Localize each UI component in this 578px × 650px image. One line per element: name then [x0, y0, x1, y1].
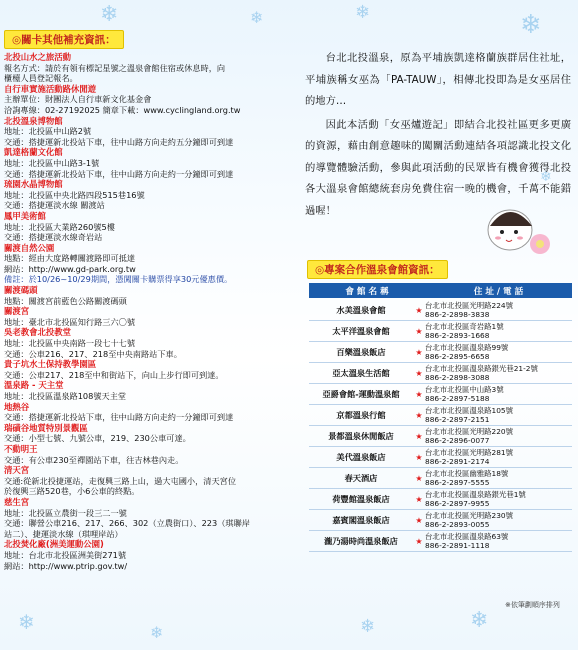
- hotel-address: 台北市北投區溫泉路99號: [425, 342, 509, 352]
- venue-entry: [4, 327, 296, 359]
- venue-name: 北投山水之旅活動: [4, 52, 71, 62]
- venue-name: 北投溫泉博物館: [4, 115, 63, 126]
- hotel-row: [309, 489, 572, 510]
- snowflake-icon: ❄: [360, 616, 376, 637]
- hotel-row: [309, 321, 572, 342]
- venue-name: 貴子坑水土保持教學園區: [4, 359, 97, 370]
- hotel-address: 台北市北投區溫泉路63號: [425, 531, 509, 541]
- section-title-supplementary: ◎關卡其他補充資訊：: [4, 30, 124, 49]
- table-header-row: [309, 283, 572, 299]
- star-icon: ★: [413, 384, 425, 405]
- venue-name: 清天宮: [4, 465, 30, 476]
- hotel-address: 台北市北投區幽雅路18號: [425, 468, 509, 478]
- hotel-name: 景都溫泉休閒飯店: [309, 426, 413, 447]
- hotel-contact: [425, 531, 572, 552]
- hotel-phone: 886-2-2897-5188: [425, 394, 490, 403]
- section-title-partner-hotels: ◎專案合作溫泉會館資訊：: [307, 260, 448, 279]
- star-icon: ★: [413, 489, 425, 510]
- venue-name: 琉園水晶博物館: [4, 179, 63, 190]
- hotel-phone: 886-2-2897-9955: [425, 499, 490, 508]
- venue-entry: [4, 84, 296, 116]
- hotel-name: 美代溫泉飯店: [309, 447, 413, 468]
- hotel-name: 亞爵會館-運動溫泉館: [309, 384, 413, 405]
- hotel-row: [309, 510, 572, 531]
- hotel-name: 太平洋溫泉會館: [309, 321, 413, 342]
- hotel-row: [309, 342, 572, 363]
- star-icon: ★: [413, 299, 425, 321]
- partner-hotel-table: [309, 283, 572, 552]
- star-icon: ★: [413, 321, 425, 342]
- hotel-phone: 886-2-2893-0055: [425, 520, 490, 529]
- hotel-phone: 886-2-2897-5555: [425, 478, 490, 487]
- hotel-phone: 886-2-2891-1118: [425, 541, 490, 550]
- venue-entry: [4, 147, 296, 179]
- snowflake-icon: ❄: [250, 8, 264, 27]
- star-icon: ★: [413, 510, 425, 531]
- note-label: 備註：: [4, 274, 29, 285]
- venue-detail: 地址：北投區溫泉路108號天主堂: [4, 391, 127, 401]
- venue-detail: 洽詢專線：02-27192025 簡章下載：www.cyclingland.org.tw: [4, 104, 241, 115]
- hotel-contact: [425, 363, 572, 384]
- snowflake-icon: ❄: [100, 2, 119, 27]
- snowflake-icon: ❄: [355, 2, 371, 23]
- venue-entry: [4, 359, 296, 380]
- venue-detail: 地址：北投區中央北路四段515巷16號: [4, 189, 145, 200]
- venue-entry: [4, 423, 296, 444]
- hotel-address: 台北市北投區光明路224號: [425, 300, 514, 310]
- venue-detail: 櫃檯人員登記報名。: [4, 73, 78, 84]
- hotel-row: [309, 447, 572, 468]
- hotel-name: 京都溫泉行館: [309, 405, 413, 426]
- venue-name: 關渡宮: [4, 306, 30, 317]
- venue-detail: 交通:從新北投捷運站，走復興三路上山，過大屯國小，清天宮位: [4, 475, 237, 486]
- snowflake-icon: ❄: [150, 623, 164, 642]
- hotel-contact: [425, 468, 572, 489]
- venue-detail: 地址：臺北市北投區知行路三六〇號: [4, 316, 136, 327]
- intro-paragraph: 台北北投溫泉，原為平埔族凱達格蘭族群居住社址，平埔族稱女巫為「PA-TAUW」，相傳北投即為是女巫居住的地方…: [305, 52, 571, 107]
- venue-entry: [4, 539, 296, 571]
- venue-name: 凱達格蘭文化館: [4, 147, 63, 158]
- venue-detail: 報名方式：請於有領有標記星號之溫泉會館住宿或休息時，向: [4, 62, 226, 73]
- venue-list: [4, 52, 296, 571]
- note-text: 於10/26~10/29期間，憑闖關卡購票得享30元優惠價。: [28, 274, 233, 285]
- hotel-address: 台北市北投區溫泉路銀光巷21-2號: [425, 363, 538, 373]
- hotel-address: 台北市北投區溫泉路銀光巷1號: [425, 489, 526, 499]
- venue-entry: [4, 116, 296, 148]
- hotel-contact: [425, 489, 572, 510]
- venue-detail: 交通：搭捷運淡水線 關渡站: [4, 200, 105, 211]
- venue-detail: 地址：北投區中山路2號: [4, 126, 92, 137]
- hotel-name: 春天酒店: [309, 468, 413, 489]
- hotel-contact: [425, 299, 572, 321]
- hotel-phone: 886-2-2896-0077: [425, 436, 490, 445]
- intro-paragraph: 因此本活動「女巫爐遊記」即結合北投社區更多更廣的資源，藉由創意趣味的闖關活動連結各項認識北投文化的導覽體驗活動，參與此項活動的民眾皆有機會獲得北投各大溫泉會館總統套房免費住宿一晚的機會，千萬不能錯過喔！: [305, 118, 571, 217]
- venue-detail: 地址：北投區立農街一段三二一號: [4, 507, 127, 518]
- venue-entry: [4, 179, 296, 211]
- hotel-name: 瀧乃湯時尚溫泉飯店: [309, 531, 413, 552]
- venue-detail: 地點：關渡宮前藍色公路關渡碼頭: [4, 295, 127, 306]
- hotel-row: [309, 426, 572, 447]
- hotel-contact: [425, 384, 572, 405]
- venue-detail: 交通：公車216、217、218至中央南路站下車。: [4, 348, 182, 359]
- venue-entry: [4, 306, 296, 327]
- supplementary-info-panel: [4, 28, 296, 571]
- venue-entry: [4, 444, 296, 465]
- venue-name: 自行車實施活動路休閒遊: [4, 83, 97, 94]
- venue-entry: [4, 380, 296, 401]
- venue-entry: [4, 52, 296, 84]
- venue-name: 吳老教會北投教堂: [4, 327, 71, 338]
- venue-detail: 地址：北投區中山路3-1號: [4, 157, 100, 168]
- star-icon: ★: [413, 447, 425, 468]
- venue-detail: 交通：有公車230至禪園站下車，往吉林巷內走。: [4, 454, 184, 465]
- hotel-row: [309, 405, 572, 426]
- hotel-contact: [425, 447, 572, 468]
- star-icon: ★: [413, 405, 425, 426]
- hotel-address: 台北市北投區溫泉路105號: [425, 405, 514, 415]
- hotel-row: [309, 531, 572, 552]
- venue-detail: 交通：搭捷運新北投站下車，往中山路方向走約一分鐘即可到達: [4, 412, 234, 423]
- hotel-phone: 886-2-2897-2151: [425, 415, 490, 424]
- venue-name: 關渡碼頭: [4, 285, 38, 296]
- hotel-address: 台北市北投區光明路220號: [425, 426, 514, 436]
- venue-entry: [4, 497, 296, 539]
- hotel-phone: 886-2-2893-1668: [425, 331, 490, 340]
- hotel-name: 荷豐館溫泉飯店: [309, 489, 413, 510]
- venue-detail: 站二）、捷運淡水線（琪哩岸站）: [4, 528, 123, 539]
- hotel-name: 亞太溫泉生活館: [309, 363, 413, 384]
- snowflake-icon: ❄: [520, 10, 542, 40]
- hotel-contact: [425, 510, 572, 531]
- column-header-name: 會 館 名 稱: [309, 283, 425, 299]
- venue-entry: [4, 465, 296, 497]
- venue-entry: [4, 243, 296, 275]
- hotel-name: 水美溫泉會館: [309, 299, 413, 321]
- venue-name: 瑞磺谷地質特別景觀區: [4, 422, 88, 433]
- hotel-address: 台北市北投區光明路281號: [425, 447, 514, 457]
- star-icon: ★: [413, 363, 425, 384]
- venue-name: 慈生宮: [4, 496, 30, 507]
- venue-name: 地熱谷: [4, 401, 30, 412]
- venue-detail: 地址：台北市北投區洲美街271號: [4, 549, 127, 560]
- discount-note: [4, 274, 296, 285]
- venue-entry: [4, 211, 296, 243]
- venue-detail: 交通：小型七號、九號公車，219、230公車可達。: [4, 433, 191, 444]
- venue-name: 不動明王: [4, 443, 38, 454]
- venue-name: 溫泉路 - 天主堂: [4, 380, 64, 391]
- venue-detail: 交通：公車217、218至中和街站下，向山上步行即可到達。: [4, 369, 224, 380]
- hotel-name: 嘉賓閣溫泉飯店: [309, 510, 413, 531]
- venue-detail: 地址：北投區大業路260號5樓: [4, 221, 115, 232]
- column-header-info: 住 址 / 電 話: [425, 283, 572, 299]
- sort-order-footnote: ※依筆劃順序排列: [505, 601, 560, 609]
- venue-name: 鳳甲美術館: [4, 210, 46, 221]
- venue-detail: 地點：經由大度路轉關渡路即可抵達: [4, 253, 136, 264]
- star-icon: ★: [413, 531, 425, 552]
- star-icon: ★: [413, 342, 425, 363]
- venue-detail: 於復興三路520巷，小6公車的終點。: [4, 486, 140, 497]
- hotel-name: 百樂溫泉飯店: [309, 342, 413, 363]
- snowflake-icon: ❄: [470, 608, 489, 633]
- hotel-address: 台北市北投區中山路3號: [425, 384, 504, 394]
- hotel-contact: [425, 321, 572, 342]
- mascot-icon: [480, 196, 554, 262]
- hotel-phone: 886-2-2898-3838: [425, 310, 490, 319]
- snowflake-icon: ❄: [540, 169, 552, 185]
- hotel-row: [309, 384, 572, 405]
- venue-detail: 交通：搭捷運新北投站下車，往中山路方向走約一分鐘即可到達: [4, 168, 234, 179]
- hotel-phone: 886-2-2895-6658: [425, 352, 490, 361]
- venue-detail: 地址：北投區中央南路一段七十七號: [4, 338, 136, 349]
- venue-detail: 主辦單位：財團法人自行車新文化基金會: [4, 94, 152, 105]
- star-icon: ★: [413, 468, 425, 489]
- snowflake-icon: ❄: [18, 610, 35, 634]
- hotel-row: [309, 363, 572, 384]
- hotel-contact: [425, 405, 572, 426]
- venue-entry: [4, 402, 296, 423]
- venue-detail: 交通：搭捷運淡水線奇岩站: [4, 232, 103, 243]
- hotel-phone: 886-2-2891-2174: [425, 457, 490, 466]
- venue-detail: 交通：搭捷運新北投站下車，往中山路方向走約五分鐘即可到達: [4, 136, 234, 147]
- hotel-contact: [425, 426, 572, 447]
- venue-detail: 網站：http://www.gd-park.org.tw: [4, 263, 136, 274]
- venue-name: 關渡自然公園: [4, 242, 55, 253]
- hotel-phone: 886-2-2898-3088: [425, 373, 490, 382]
- venue-detail: 網站：http://www.ptrip.gov.tw/: [4, 560, 128, 571]
- hotel-contact: [425, 342, 572, 363]
- hotel-row: [309, 299, 572, 321]
- venue-detail: 交通：聯營公車216、217、266、302（立農街口）、223（琪聯岸: [4, 518, 250, 529]
- hotel-row: [309, 468, 572, 489]
- star-icon: ★: [413, 426, 425, 447]
- venue-entry: [4, 285, 296, 306]
- hotel-address: 台北市北投區奇岩路1號: [425, 321, 504, 331]
- hotel-address: 台北市北投區光明路230號: [425, 510, 514, 520]
- venue-name: 北投焚化廠(洲美運動公園): [4, 539, 104, 550]
